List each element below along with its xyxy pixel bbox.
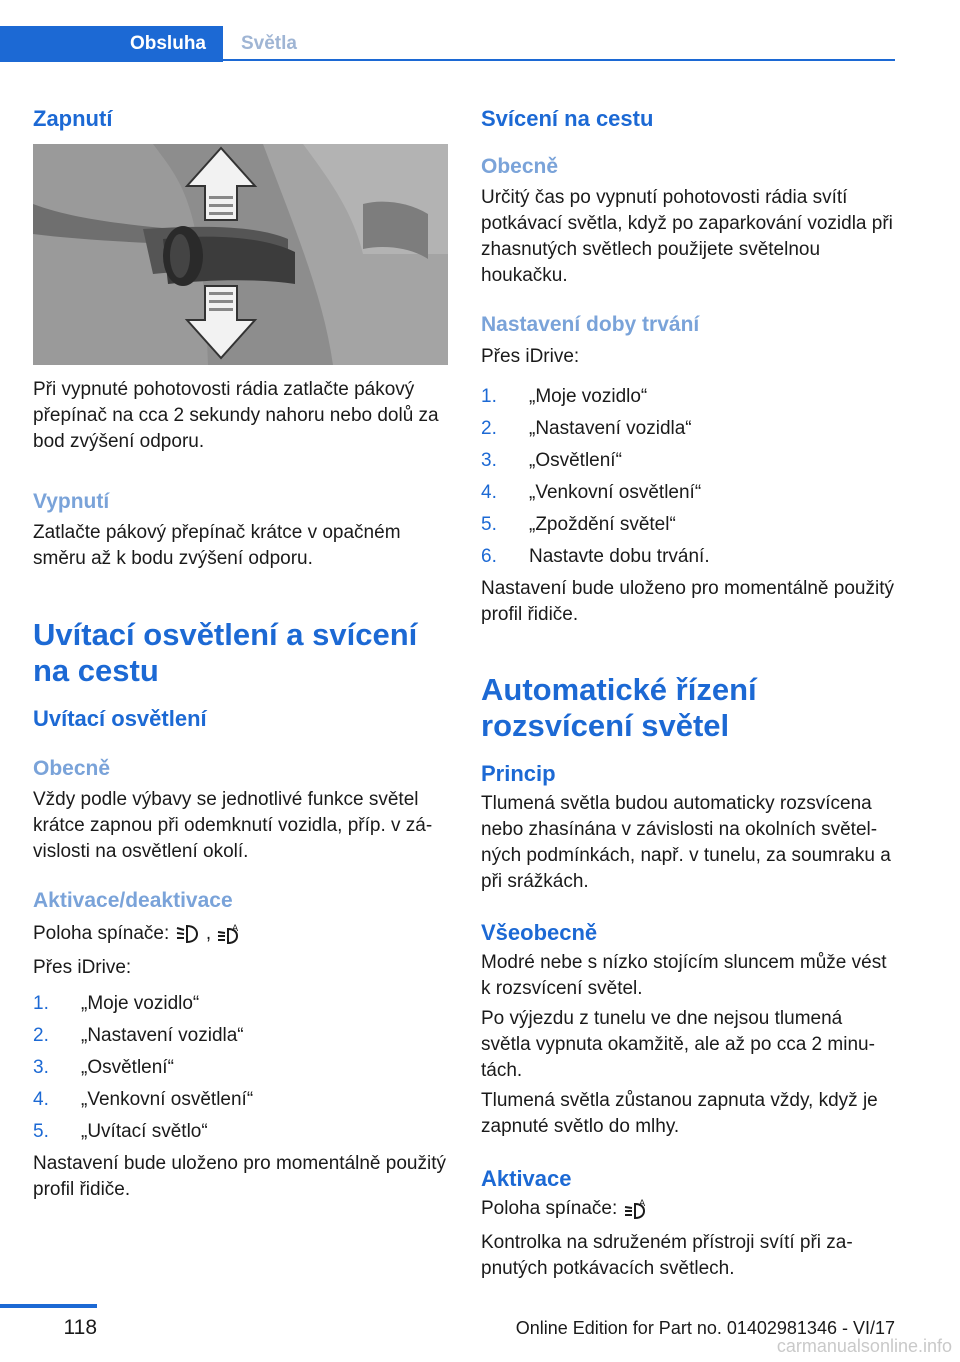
heading-princip: Princip xyxy=(481,761,556,786)
paragraph-obecne-right: Určitý čas po vypnutí pohotovosti rádia svítí potkávací světla, když po zaparkování vozidla při zhasnutých světlech použijete světelnou houkačku. xyxy=(481,187,893,286)
heading-uvitaci-osvetleni: Uvítací osvětlení xyxy=(33,706,207,731)
poloha-line-left xyxy=(33,921,448,947)
paragraph-vseobecne-1: Modré nebe s nízko stojícím sluncem může vést k rozsvícení světel. xyxy=(481,952,887,999)
edition-note: Online Edition for Part no. 01402981346 - VI/17 xyxy=(515,1318,895,1338)
poloha-line-right xyxy=(481,1196,895,1222)
lever-illustration-svg xyxy=(33,144,448,365)
heading-zapnuti: Zapnutí xyxy=(33,106,113,131)
pres-idrive-left: Přes iDrive: xyxy=(33,957,132,978)
list-item: 2. „Nastavení vozidla“ xyxy=(481,418,692,439)
svg-text:A: A xyxy=(638,1198,645,1209)
heading-vypnuti: Vypnutí xyxy=(33,490,110,513)
heading-nastaveni-doby: Nastavení doby trvání xyxy=(481,313,700,336)
poloha-label: Poloha spínače: xyxy=(33,923,170,944)
low-beam-icon xyxy=(175,923,201,945)
list-item: 3. „Osvětlení“ xyxy=(33,1057,174,1078)
list-item: 4. „Venkovní osvětlení“ xyxy=(33,1089,254,1110)
svg-text:A: A xyxy=(232,923,239,934)
poloha-separator: , xyxy=(205,923,212,944)
poloha-label: Poloha spínače: xyxy=(481,1198,618,1219)
heading-obecne-right: Obecně xyxy=(481,155,559,178)
footer-rule xyxy=(0,1304,97,1308)
paragraph-vypnuti: Zatlačte pákový přepínač krátce v opačném směru až k bodu zvýšení odporu. xyxy=(33,522,401,569)
tab-obsluha[interactable]: Obsluha xyxy=(0,26,223,62)
tab-underline xyxy=(223,59,895,61)
steps-list-left xyxy=(33,991,448,1151)
section-title-automaticke: Automatické řízení rozsvícení světel xyxy=(481,672,757,743)
paragraph-obecne-left: Vždy podle výbavy se jednotlivé funkce světel krátce zapnou při odemknutí vozidla, příp. v závislosti na osvětlení okolí. xyxy=(33,789,433,862)
paragraph-princip: Tlumená světla budou automaticky rozsvícena nebo zhasínána v závislosti na okolních světelných podmínkách, např. v tunelu, za soumraku a při srážkách. xyxy=(481,793,891,892)
paragraph-kontrolka: Kontrolka na sdruženém přístroji svítí při zapnutých potkávacích světlech. xyxy=(481,1232,853,1279)
list-item: 5. „Zpoždění světel“ xyxy=(481,514,676,535)
paragraph-vseobecne-2: Po výjezdu z tunelu ve dne nejsou tlumená světla vypnuta okamžitě, ale až po cca 2 minutách. xyxy=(481,1008,875,1081)
heading-vseobecne: Všeobecně xyxy=(481,920,598,945)
steps-list-right xyxy=(481,384,895,576)
paragraph-nastaveni-left: Nastavení bude uloženo pro momentálně použitý profil řidiče. xyxy=(33,1153,446,1200)
tab-svetla[interactable]: Světla xyxy=(241,33,297,54)
list-item: 3. „Osvětlení“ xyxy=(481,450,622,471)
auto-light-icon xyxy=(216,923,242,945)
list-item: 1. „Moje vozidlo“ xyxy=(481,386,648,407)
auto-light-icon xyxy=(623,1198,649,1220)
watermark: carmanualsonline.info xyxy=(776,1336,952,1356)
heading-obecne-left: Obecně xyxy=(33,757,111,780)
heading-aktivace-deaktivace: Aktivace/deaktivace xyxy=(33,889,233,912)
heading-aktivace: Aktivace xyxy=(481,1166,572,1191)
pres-idrive-right: Přes iDrive: xyxy=(481,346,580,367)
heading-sviceni-na-cestu: Svícení na cestu xyxy=(481,106,654,131)
section-title-uvitaci: Uvítací osvětlení a svícení na cestu xyxy=(33,617,418,688)
list-item: 2. „Nastavení vozidla“ xyxy=(33,1025,244,1046)
list-item: 4. „Venkovní osvětlení“ xyxy=(481,482,702,503)
lever-switch-illustration xyxy=(33,144,448,365)
paragraph-zapnuti: Při vypnuté pohotovosti rádia zatlačte pákový přepínač na cca 2 sekundy nahoru nebo dolů za bod zvýšení odporu. xyxy=(33,379,439,452)
chapter-tabs xyxy=(0,26,895,62)
list-item: 5. „Uvítací světlo“ xyxy=(33,1121,208,1142)
page-number: 118 xyxy=(63,1316,97,1339)
list-item: 1. „Moje vozidlo“ xyxy=(33,993,200,1014)
list-item: 6. Nastavte dobu trvání. xyxy=(481,546,710,567)
paragraph-vseobecne-3: Tlumená světla zůstanou zapnuta vždy, když je zapnuté světlo do mlhy. xyxy=(481,1090,878,1137)
paragraph-nastaveni-right: Nastavení bude uloženo pro momentálně použitý profil řidiče. xyxy=(481,578,894,625)
